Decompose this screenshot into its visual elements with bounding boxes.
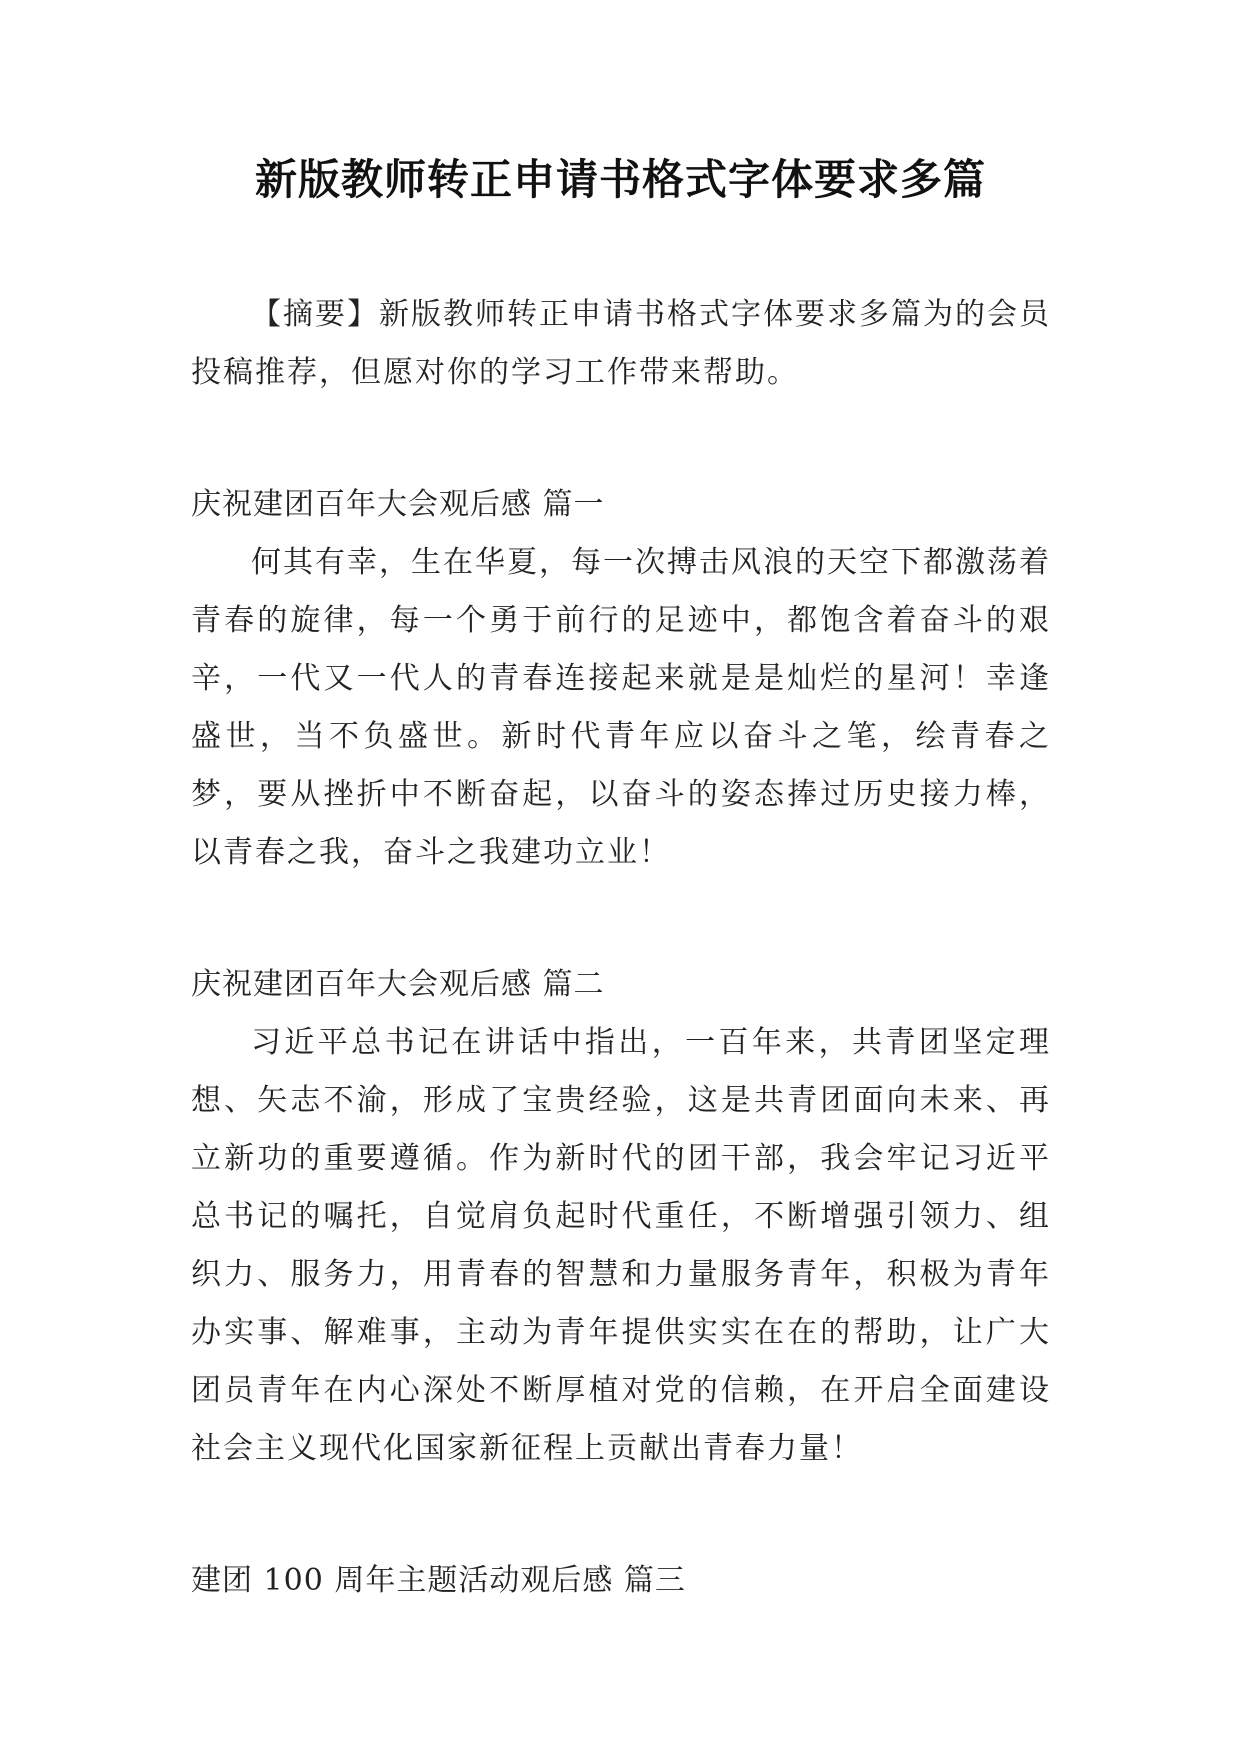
section-paragraph: 习近平总书记在讲话中指出，一百年来，共青团坚定理想、矢志不渝，形成了宝贵经验，这是共青团面向未来、再立新功的重要遵循。作为新时代的团干部，我会牢记习近平总书记的嘱托，自觉肩负起时代重任，不断增强引领力、组织力、服务力，用青春的智慧和力量服务青年，积极为青年办实事、解难事，主动为青年提供实实在在的帮助，让广大团员青年在内心深处不断厚植对党的信赖，在开启全面建设社会主义现代化国家新征程上贡献出青春力量！ [191,1025,1051,1466]
section-3 [191,1552,1051,1610]
document-title: 新版教师转正申请书格式字体要求多篇 [254,155,986,204]
abstract-paragraph: 【摘要】新版教师转正申请书格式字体要求多篇为的会员投稿推荐，但愿对你的学习工作带来帮助。 [191,297,1051,390]
section-2 [191,956,1051,1478]
section-heading: 建团 100 周年主题活动观后感 篇三 [191,1563,686,1598]
section-paragraph: 何其有幸，生在华夏，每一次搏击风浪的天空下都激荡着青春的旋律，每一个勇于前行的足迹中，都饱含着奋斗的艰辛，一代又一代人的青春连接起来就是是灿烂的星河！幸逢盛世，当不负盛世。新时代青年应以奋斗之笔，绘青春之梦，要从挫折中不断奋起，以奋斗的姿态捧过历史接力棒，以青春之我，奋斗之我建功立业！ [191,545,1051,870]
section-heading: 庆祝建团百年大会观后感 篇一 [191,487,605,522]
section-1 [191,476,1051,882]
section-heading: 庆祝建团百年大会观后感 篇二 [191,967,605,1002]
document-body [191,286,1051,1610]
